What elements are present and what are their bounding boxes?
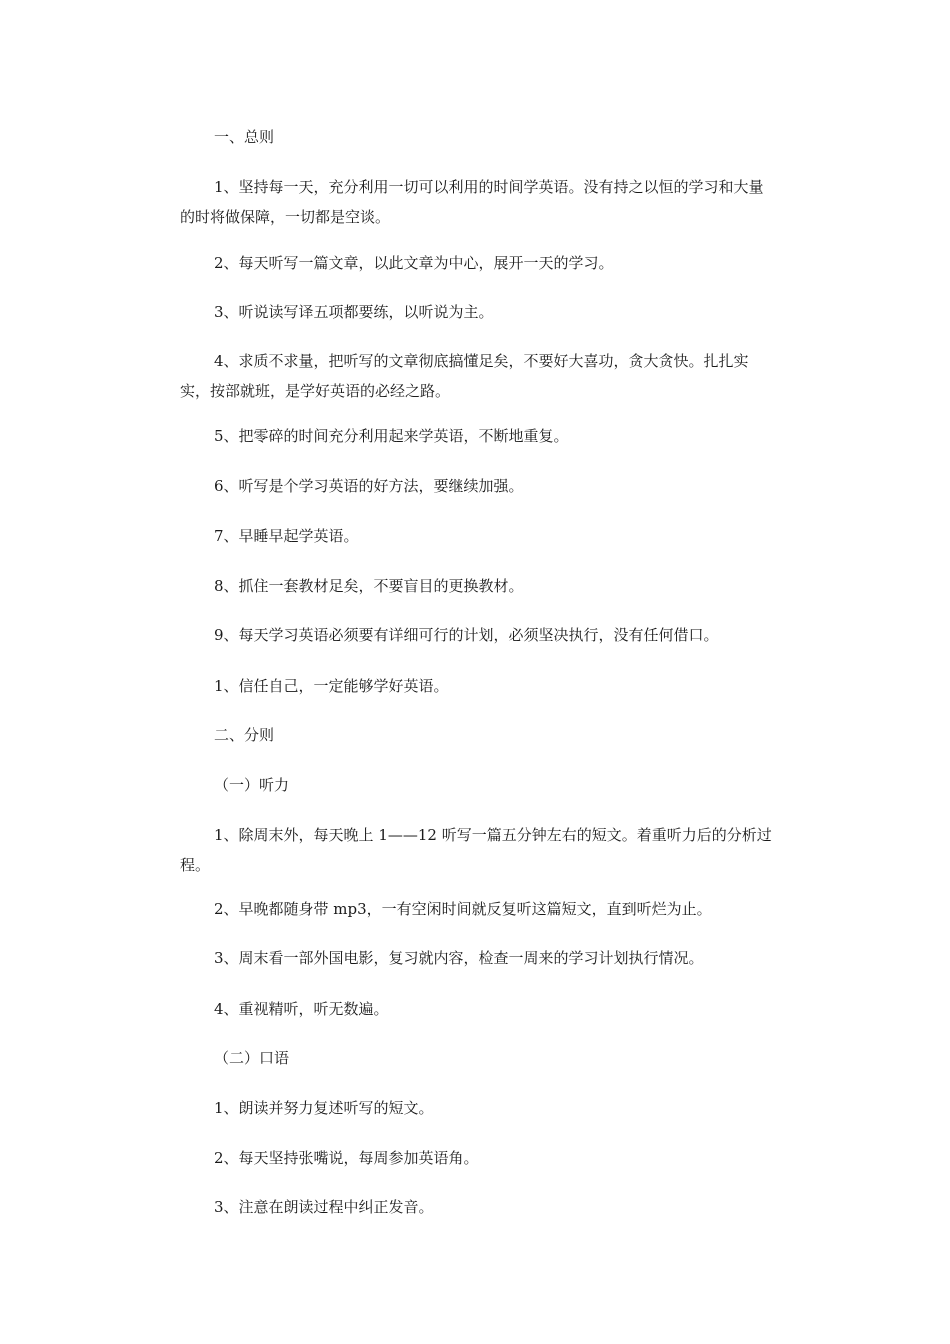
section-heading-detailed: 二、分则 [214,726,275,744]
paragraph: 2、早晚都随身带 mp3，一有空闲时间就反复听这篇短文，直到听烂为止。 [214,900,712,918]
paragraph: 3、注意在朗读过程中纠正发音。 [214,1198,434,1216]
paragraph: 1、朗读并努力复述听写的短文。 [214,1099,434,1117]
paragraph: 2、每天坚持张嘴说，每周参加英语角。 [214,1149,479,1167]
paragraph: 4、求质不求量，把听写的文章彻底搞懂足矣，不要好大喜功，贪大贪快。扎扎实实，按部就班，是学好英语的必经之路。 [180,352,749,400]
paragraph: 6、听写是个学习英语的好方法，要继续加强。 [214,477,524,495]
paragraph: 9、每天学习英语必须要有详细可行的计划，必须坚决执行，没有任何借口。 [214,626,719,644]
paragraph: 1、坚持每一天，充分利用一切可以利用的时间学英语。没有持之以恒的学习和大量的时将做保障，一切都是空谈。 [180,178,764,226]
paragraph: 3、听说读写译五项都要练，以听说为主。 [214,303,494,321]
paragraph: 7、早睡早起学英语。 [214,527,359,545]
paragraph: 3、周末看一部外国电影，复习就内容，检查一周来的学习计划执行情况。 [214,949,704,967]
paragraph: 1、信任自己，一定能够学好英语。 [214,677,449,695]
paragraph: 4、重视精听，听无数遍。 [214,1000,389,1018]
paragraph: 2、每天听写一篇文章，以此文章为中心，展开一天的学习。 [214,254,614,272]
paragraph: 8、抓住一套教材足矣，不要盲目的更换教材。 [214,577,524,595]
section-heading-general: 一、总则 [214,128,275,146]
paragraph: 5、把零碎的时间充分利用起来学英语，不断地重复。 [214,427,569,445]
subsection-heading-listening: （一）听力 [214,776,290,794]
subsection-heading-speaking: （二）口语 [214,1049,290,1067]
paragraph: 1、除周末外，每天晚上 1——12 听写一篇五分钟左右的短文。着重听力后的分析过程。 [180,826,772,874]
